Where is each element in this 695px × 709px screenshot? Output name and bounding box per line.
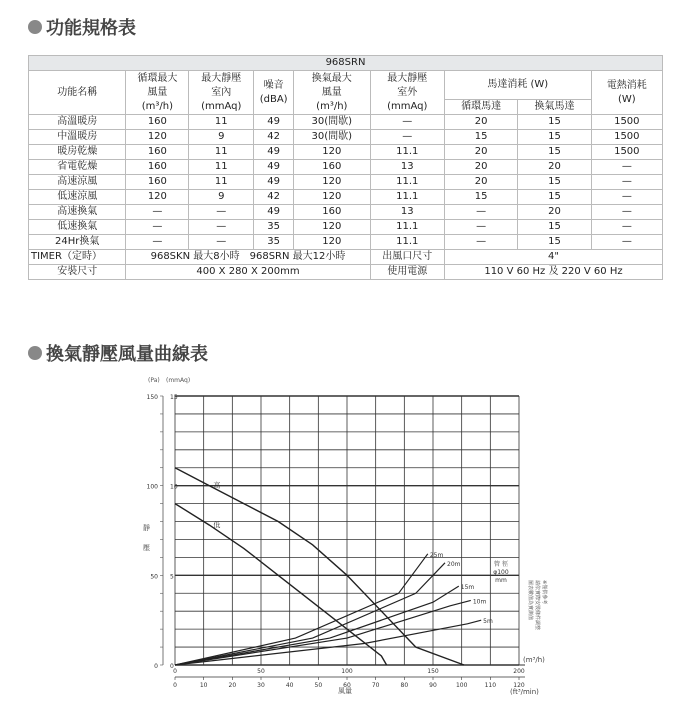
ylabel-char-2: 壓 xyxy=(143,544,150,552)
curve-title: 換氣靜壓風量曲線表 xyxy=(46,344,208,365)
table-cell: 15 xyxy=(518,115,591,130)
cfm-tick-label: 0 xyxy=(173,682,177,689)
m3h-tick-label: 50 xyxy=(257,668,265,675)
table-cell: 160 xyxy=(126,145,189,160)
power-value: 110 V 60 Hz 及 220 V 60 Hz xyxy=(444,265,662,280)
table-cell: — xyxy=(444,235,517,250)
table-cell: 15 xyxy=(518,235,591,250)
table-cell: 15 xyxy=(518,190,591,205)
table-cell: 1500 xyxy=(591,145,662,160)
table-cell: 120 xyxy=(294,175,370,190)
timer-label: TIMER（定時） xyxy=(29,250,126,265)
header-motor-power: 馬達消耗 (W) xyxy=(444,71,591,100)
table-cell: 11.1 xyxy=(370,145,444,160)
table-cell: 42 xyxy=(254,190,294,205)
table-cell: 160 xyxy=(126,160,189,175)
table-cell: 11 xyxy=(189,145,254,160)
x-unit-cfm: (ft³/min) xyxy=(510,688,539,696)
table-cell: 11.1 xyxy=(370,175,444,190)
cfm-tick-label: 110 xyxy=(484,682,497,689)
cfm-tick-label: 120 xyxy=(513,682,525,689)
cfm-tick-label: 20 xyxy=(228,682,237,689)
m3h-tick-label: 0 xyxy=(173,668,177,675)
header-circ-max-airflow: 循環最大 風量 (m³/h) xyxy=(126,71,189,115)
m3h-tick-label: 200 xyxy=(513,668,525,675)
static-pressure-airflow-chart xyxy=(0,370,695,709)
table-cell: 20 xyxy=(444,175,517,190)
outlet-value: 4" xyxy=(444,250,662,265)
ylabel-char-1: 靜 xyxy=(143,524,150,532)
row-function-name: 高溫暖房 xyxy=(29,115,126,130)
x-unit-m3h: (m³/h) xyxy=(523,656,545,664)
table-cell: 11.1 xyxy=(370,235,444,250)
table-cell: 1500 xyxy=(591,130,662,145)
table-row xyxy=(29,235,663,250)
table-cell: — xyxy=(591,220,662,235)
table-cell: 42 xyxy=(254,130,294,145)
size-value: 400 X 280 X 200mm xyxy=(126,265,370,280)
table-cell: 30(間歇) xyxy=(294,130,370,145)
row-function-name: 高速涼風 xyxy=(29,175,126,190)
fan-curve-label: 低 xyxy=(213,521,221,530)
table-cell: — xyxy=(591,190,662,205)
duct-diameter-label: φ100 xyxy=(493,569,509,576)
header-motor-circ: 循環馬達 xyxy=(444,100,517,115)
duct-curve-label: 10m xyxy=(472,598,487,606)
table-cell: 9 xyxy=(189,190,254,205)
header-vent-max-airflow: 換氣最大 風量 (m³/h) xyxy=(294,71,370,115)
cfm-tick-label: 60 xyxy=(343,682,351,689)
timer-value: 968SKN 最大8小時 968SRN 最大12小時 xyxy=(126,250,370,265)
pa-tick-label: 150 xyxy=(146,394,158,401)
table-cell: 35 xyxy=(254,220,294,235)
cfm-tick-label: 80 xyxy=(400,682,409,689)
mmaq-tick-label: 0 xyxy=(170,663,174,670)
table-cell: 13 xyxy=(370,160,444,175)
header-heater: 電熱消耗 (W) xyxy=(591,71,662,115)
table-cell: 20 xyxy=(444,115,517,130)
table-cell: 30(間歇) xyxy=(294,115,370,130)
cfm-tick-label: 40 xyxy=(285,682,294,689)
table-row xyxy=(29,190,663,205)
table-cell: — xyxy=(189,220,254,235)
header-max-static-in: 最大靜壓 室內 (mmAq) xyxy=(189,71,254,115)
row-function-name: 24Hr換氣 xyxy=(29,235,126,250)
chart-layer xyxy=(147,394,548,689)
table-cell: 160 xyxy=(126,175,189,190)
table-row xyxy=(29,145,663,160)
m3h-tick-label: 150 xyxy=(427,668,439,675)
mmaq-tick-label: 5 xyxy=(170,573,174,581)
table-row xyxy=(29,115,663,130)
model-name: 968SRN xyxy=(29,56,663,71)
header-max-static-out: 最大靜壓 室外 (mmAq) xyxy=(370,71,444,115)
table-cell: — xyxy=(591,205,662,220)
header-noise: 噪音 (dBA) xyxy=(254,71,294,115)
table-cell: 15 xyxy=(518,130,591,145)
side-note: ※僅供參考 xyxy=(541,580,547,605)
xlabel: 風量 xyxy=(338,687,352,695)
mmaq-tick-label: 15 xyxy=(170,394,178,401)
duct-curve-label: 20m xyxy=(447,560,461,568)
table-cell: 15 xyxy=(444,130,517,145)
table-cell: 9 xyxy=(189,130,254,145)
pa-unit-label: (Pa) xyxy=(148,377,160,384)
table-cell: 35 xyxy=(254,235,294,250)
mmaq-tick-label: 10 xyxy=(170,483,178,491)
table-cell: 11.1 xyxy=(370,220,444,235)
curve-section-title xyxy=(28,340,208,366)
table-cell: 120 xyxy=(294,145,370,160)
table-cell: 1500 xyxy=(591,115,662,130)
table-cell: 20 xyxy=(444,160,517,175)
table-cell: — xyxy=(189,205,254,220)
table-cell: 11 xyxy=(189,115,254,130)
table-cell: 20 xyxy=(518,160,591,175)
table-cell: 49 xyxy=(254,160,294,175)
table-cell: — xyxy=(126,220,189,235)
cfm-tick-label: 90 xyxy=(429,682,437,689)
table-row xyxy=(29,220,663,235)
table-cell: 120 xyxy=(294,190,370,205)
table-cell: 49 xyxy=(254,175,294,190)
duct-diameter-label: mm xyxy=(495,577,507,584)
table-row xyxy=(29,205,663,220)
duct-diameter-label: 管 徑 xyxy=(494,561,508,568)
table-row xyxy=(29,160,663,175)
table-cell: — xyxy=(126,205,189,220)
table-cell: — xyxy=(444,220,517,235)
table-row xyxy=(29,130,663,145)
table-cell: — xyxy=(370,130,444,145)
cfm-tick-label: 100 xyxy=(455,682,468,689)
table-cell: 15 xyxy=(518,175,591,190)
table-cell: — xyxy=(591,160,662,175)
spec-title: 功能規格表 xyxy=(46,18,136,39)
mmaq-unit-label: (mmAq) xyxy=(166,377,191,384)
power-label: 使用電源 xyxy=(370,265,444,280)
outlet-label: 出風口尺寸 xyxy=(370,250,444,265)
bullet-icon xyxy=(28,20,42,34)
pa-tick-label: 50 xyxy=(150,573,158,581)
size-label: 安裝尺寸 xyxy=(29,265,126,280)
table-cell: — xyxy=(370,115,444,130)
row-function-name: 中溫暖房 xyxy=(29,130,126,145)
cfm-tick-label: 50 xyxy=(314,682,323,689)
duct-curve xyxy=(175,586,459,665)
duct-curve-label: 25m xyxy=(429,551,444,559)
spec-section-title xyxy=(28,14,136,40)
table-cell: 15 xyxy=(444,190,517,205)
cfm-tick-label: 30 xyxy=(257,682,265,689)
table-cell: 15 xyxy=(518,145,591,160)
table-cell: 120 xyxy=(294,235,370,250)
table-cell: 160 xyxy=(294,160,370,175)
table-cell: — xyxy=(126,235,189,250)
table-cell: — xyxy=(444,205,517,220)
row-function-name: 暖房乾燥 xyxy=(29,145,126,160)
table-cell: 20 xyxy=(518,205,591,220)
table-cell: 120 xyxy=(294,220,370,235)
table-cell: 49 xyxy=(254,205,294,220)
table-cell: 120 xyxy=(126,130,189,145)
row-function-name: 低速涼風 xyxy=(29,190,126,205)
table-cell: 15 xyxy=(518,220,591,235)
table-row xyxy=(29,175,663,190)
table-cell: — xyxy=(591,175,662,190)
bullet-icon xyxy=(28,346,42,360)
row-function-name: 省電乾燥 xyxy=(29,160,126,175)
side-note: 圖表數值為實測值 xyxy=(527,580,533,621)
header-motor-vent: 換氣馬達 xyxy=(518,100,591,115)
header-function-name: 功能名稱 xyxy=(29,71,126,115)
side-note: 請依實際安裝條件調整 xyxy=(534,580,540,631)
row-function-name: 高速換氣 xyxy=(29,205,126,220)
table-cell: 11.1 xyxy=(370,190,444,205)
table-cell: 11 xyxy=(189,160,254,175)
cfm-tick-label: 70 xyxy=(371,682,380,689)
fan-curve-label: 高 xyxy=(213,481,221,490)
pa-tick-label: 100 xyxy=(146,483,158,491)
spec-table-body xyxy=(29,115,663,250)
cfm-tick-label: 10 xyxy=(199,682,208,689)
table-cell: 20 xyxy=(444,145,517,160)
table-cell: 49 xyxy=(254,145,294,160)
duct-curve-label: 15m xyxy=(460,584,475,592)
table-cell: 160 xyxy=(126,115,189,130)
table-cell: 160 xyxy=(294,205,370,220)
table-cell: 13 xyxy=(370,205,444,220)
spec-table xyxy=(28,55,663,280)
table-cell: — xyxy=(591,235,662,250)
table-cell: — xyxy=(189,235,254,250)
duct-curve xyxy=(175,554,428,665)
row-function-name: 低速換氣 xyxy=(29,220,126,235)
table-cell: 49 xyxy=(254,115,294,130)
table-cell: 11 xyxy=(189,175,254,190)
pa-tick-label: 0 xyxy=(154,663,158,670)
table-cell: 120 xyxy=(126,190,189,205)
m3h-tick-label: 100 xyxy=(341,668,353,675)
duct-curve-label: 5m xyxy=(483,618,493,626)
